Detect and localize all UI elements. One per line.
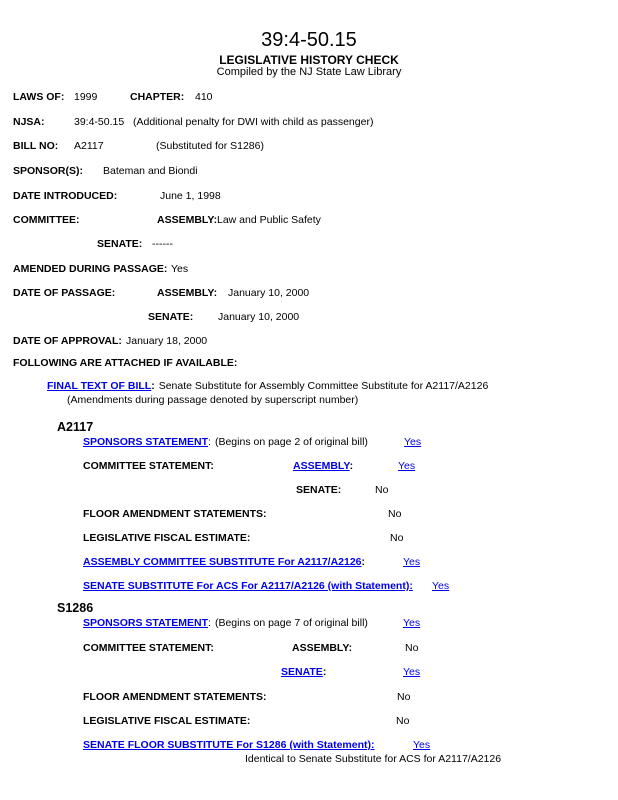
njsa-label: NJSA: [13, 116, 45, 128]
amended-label: AMENDED DURING PASSAGE: [13, 263, 168, 275]
approval-value: January 18, 2000 [126, 335, 208, 347]
s1286-senate-link[interactable]: SENATE [281, 666, 323, 678]
a2117-floor-value: No [388, 508, 402, 520]
following-label: FOLLOWING ARE ATTACHED IF AVAILABLE: [13, 357, 238, 369]
passage-assembly-value: January 10, 2000 [228, 287, 310, 299]
a2117-sponsors-statement-link[interactable]: SPONSORS STATEMENT [83, 436, 209, 448]
a2117-sponsors-group [83, 436, 368, 449]
a2117-assembly-link[interactable]: ASSEMBLY [293, 460, 350, 472]
compiled-by: Compiled by the NJ State Law Library [216, 66, 402, 78]
s1286-senate-yes-link[interactable]: Yes [403, 666, 421, 678]
identical-note: Identical to Senate Substitute for ACS for A2117/A2126 [245, 753, 502, 765]
committee-senate-value: ------ [152, 238, 173, 250]
committee-senate-label: SENATE: [97, 238, 143, 250]
njsa-note: (Additional penalty for DWI with child as passenger) [133, 116, 374, 128]
sponsors-label: SPONSOR(S): [13, 165, 84, 177]
final-text-group [47, 380, 488, 393]
date-introduced-label: DATE INTRODUCED: [13, 190, 118, 202]
bill-heading-a2117: A2117 [57, 420, 94, 434]
a2117-fiscal-value: No [390, 532, 404, 544]
laws-of-label: LAWS OF: [13, 91, 65, 103]
s1286-floor-substitute-yes-link[interactable]: Yes [413, 739, 431, 751]
a2117-senate-value: No [375, 484, 389, 496]
s1286-sponsors-note: (Begins on page 7 of original bill) [214, 617, 368, 629]
bill-heading-s1286: S1286 [57, 601, 94, 615]
s1286-committee-statement-label: COMMITTEE STATEMENT: [83, 642, 214, 654]
committee-assembly-value: Law and Public Safety [217, 214, 321, 226]
bill-no-note: (Substituted for S1286) [156, 140, 264, 152]
final-text-of-bill-link[interactable]: FINAL TEXT OF BILL [47, 380, 152, 392]
passage-assembly-label: ASSEMBLY: [157, 287, 218, 299]
passage-label: DATE OF PASSAGE: [13, 287, 116, 299]
amended-value: Yes [171, 263, 189, 275]
s1286-assembly-label: ASSEMBLY: [292, 642, 353, 654]
bill-no-value: A2117 [74, 140, 104, 152]
a2117-sponsors-yes-link[interactable]: Yes [404, 436, 422, 448]
s1286-sponsors-colon: : [208, 617, 211, 629]
a2117-assembly-colon: : [349, 460, 354, 472]
s1286-senate-colon: : [322, 666, 327, 678]
s1286-senate-floor-substitute-link[interactable]: SENATE FLOOR SUBSTITUTE For S1286 (with Statement): [83, 739, 375, 751]
passage-senate-value: January 10, 2000 [218, 311, 300, 323]
a2117-fiscal-label: LEGISLATIVE FISCAL ESTIMATE: [83, 532, 251, 544]
date-introduced-value: June 1, 1998 [160, 190, 221, 202]
final-text-value: Senate Substitute for Assembly Committee Substitute for A2117/A2126 [158, 380, 489, 392]
a2117-senate-label: SENATE: [296, 484, 342, 496]
a2117-acs-group [83, 556, 365, 569]
s1286-floor-value: No [397, 691, 411, 703]
a2117-assembly-yes-link[interactable]: Yes [398, 460, 416, 472]
passage-senate-label: SENATE: [148, 311, 194, 323]
a2117-sponsors-colon: : [208, 436, 211, 448]
committee-assembly-label: ASSEMBLY: [157, 214, 218, 226]
final-text-note: (Amendments during passage denoted by superscript number) [67, 394, 359, 406]
s1286-sponsors-group [83, 617, 368, 630]
a2117-acs-colon: : [361, 556, 366, 568]
a2117-senate-substitute-yes-link[interactable]: Yes [432, 580, 450, 592]
chapter-label: CHAPTER: [130, 91, 185, 103]
s1286-sponsors-yes-link[interactable]: Yes [403, 617, 421, 629]
laws-of-value: 1999 [74, 91, 98, 103]
a2117-acs-yes-link[interactable]: Yes [403, 556, 421, 568]
s1286-senate-group [281, 666, 326, 679]
s1286-sponsors-statement-link[interactable]: SPONSORS STATEMENT [83, 617, 209, 629]
a2117-committee-statement-label: COMMITTEE STATEMENT: [83, 460, 214, 472]
final-text-colon: : [151, 380, 155, 392]
njsa-value: 39:4-50.15 [74, 116, 125, 128]
s1286-assembly-value: No [405, 642, 419, 654]
a2117-assembly-committee-substitute-link[interactable]: ASSEMBLY COMMITTEE SUBSTITUTE For A2117/A2126 [83, 556, 362, 568]
statute-number: 39:4-50.15 [261, 29, 357, 51]
committee-label: COMMITTEE: [13, 214, 80, 226]
sponsors-value: Bateman and Biondi [103, 165, 198, 177]
a2117-floor-label: FLOOR AMENDMENT STATEMENTS: [83, 508, 267, 520]
bill-no-label: BILL NO: [13, 140, 59, 152]
a2117-sponsors-note: (Begins on page 2 of original bill) [214, 436, 368, 448]
a2117-assembly-group [293, 460, 353, 473]
s1286-floor-label: FLOOR AMENDMENT STATEMENTS: [83, 691, 267, 703]
chapter-value: 410 [195, 91, 213, 103]
approval-label: DATE OF APPROVAL: [13, 335, 122, 347]
s1286-fiscal-value: No [396, 715, 410, 727]
doc-title: LEGISLATIVE HISTORY CHECK [219, 53, 399, 67]
s1286-fiscal-label: LEGISLATIVE FISCAL ESTIMATE: [83, 715, 251, 727]
a2117-senate-substitute-link[interactable]: SENATE SUBSTITUTE For ACS For A2117/A2126 (with Statement): [83, 580, 413, 592]
